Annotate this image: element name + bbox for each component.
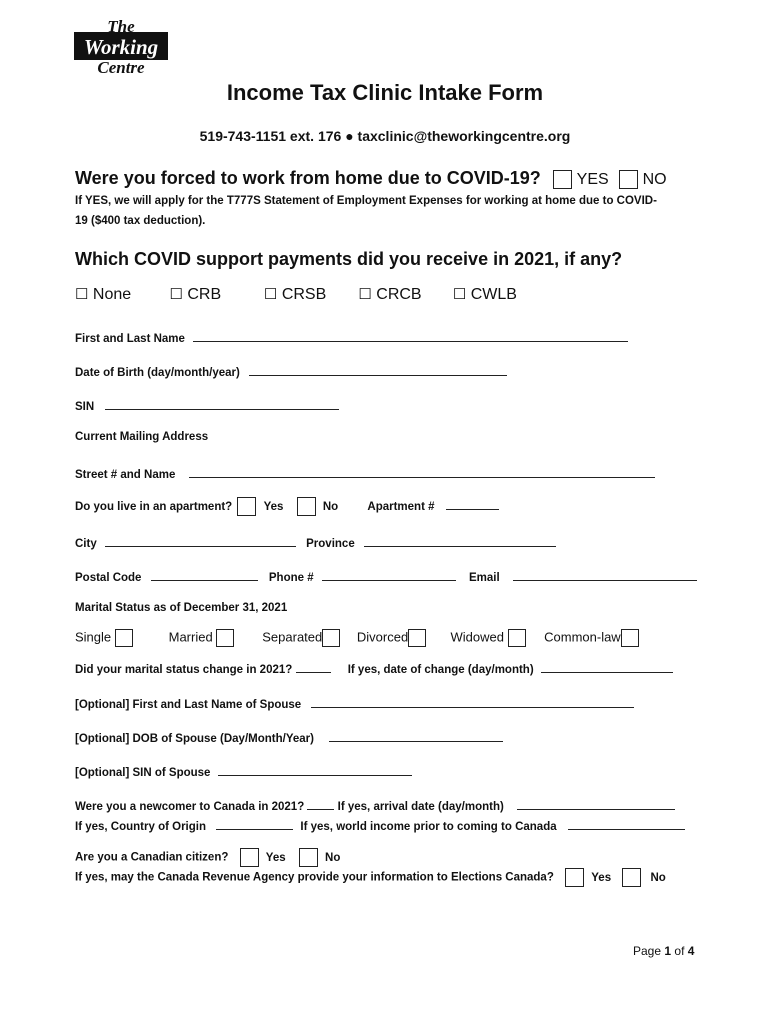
apartment-no-checkbox[interactable] bbox=[297, 497, 316, 516]
covid-support-options bbox=[75, 285, 543, 304]
elections-no-label: No bbox=[650, 871, 666, 884]
marital-change-question: Did your marital status change in 2021? bbox=[75, 664, 293, 676]
checkbox-icon: ☐ bbox=[263, 286, 278, 303]
citizen-question: Are you a Canadian citizen? bbox=[75, 851, 229, 864]
city-province-row bbox=[75, 534, 556, 550]
sin-row bbox=[75, 397, 339, 413]
marital-option-separated[interactable]: Separated bbox=[262, 629, 353, 647]
checkbox-icon: ☐ bbox=[452, 286, 467, 303]
citizen-no-checkbox[interactable] bbox=[299, 848, 318, 867]
phone-label: Phone # bbox=[268, 572, 314, 584]
citizen-yes-label: Yes bbox=[265, 851, 286, 864]
apartment-number-line[interactable] bbox=[446, 497, 499, 510]
marital-options bbox=[75, 629, 644, 647]
marital-option-married[interactable]: Married bbox=[169, 629, 259, 647]
marital-divorced-checkbox[interactable] bbox=[408, 629, 426, 647]
working-centre-logo bbox=[70, 16, 172, 74]
postal-label: Postal Code bbox=[75, 572, 142, 584]
spouse-sin-row bbox=[75, 763, 412, 779]
elections-question: If yes, may the Canada Revenue Agency provide your information to Elections Canada? bbox=[75, 871, 554, 884]
marital-common-law-checkbox[interactable] bbox=[621, 629, 639, 647]
newcomer-row bbox=[75, 797, 675, 813]
world-income-label: If yes, world income prior to coming to Canada bbox=[300, 821, 557, 833]
province-input-line[interactable] bbox=[364, 534, 556, 547]
svg-text:The: The bbox=[107, 17, 135, 36]
citizen-no-label: No bbox=[325, 851, 341, 864]
city-input-line[interactable] bbox=[105, 534, 296, 547]
street-row bbox=[75, 465, 655, 481]
newcomer-line[interactable] bbox=[307, 797, 334, 810]
spouse-sin-line[interactable] bbox=[218, 763, 412, 776]
spouse-sin-label: [Optional] SIN of Spouse bbox=[75, 767, 211, 779]
spouse-dob-row bbox=[75, 729, 503, 745]
email-label: Email bbox=[469, 572, 500, 584]
elections-no-checkbox[interactable] bbox=[622, 868, 641, 887]
postal-input-line[interactable] bbox=[151, 568, 258, 581]
citizen-row bbox=[75, 848, 340, 867]
checkbox-icon: ☐ bbox=[75, 286, 89, 303]
covid-home-no-checkbox[interactable] bbox=[619, 170, 638, 189]
country-origin-label: If yes, Country of Origin bbox=[75, 821, 206, 833]
checkbox-icon: ☐ bbox=[169, 286, 183, 303]
marital-option-single[interactable]: Single bbox=[75, 629, 165, 647]
country-origin-line[interactable] bbox=[216, 817, 293, 830]
spouse-dob-label: [Optional] DOB of Spouse (Day/Month/Year) bbox=[75, 733, 314, 745]
newcomer-question: Were you a newcomer to Canada in 2021? bbox=[75, 801, 305, 813]
svg-text:Centre: Centre bbox=[97, 58, 145, 74]
covid-home-yes-checkbox[interactable] bbox=[553, 170, 572, 189]
city-label: City bbox=[75, 538, 97, 550]
marital-option-widowed[interactable]: Widowed bbox=[451, 629, 541, 647]
elections-row bbox=[75, 868, 666, 887]
checkbox-icon: ☐ bbox=[358, 286, 372, 303]
apartment-yes-checkbox[interactable] bbox=[237, 497, 256, 516]
marital-option-common-law[interactable]: Common-law bbox=[544, 629, 644, 647]
apartment-number-label: Apartment # bbox=[367, 501, 435, 513]
dob-label: Date of Birth (day/month/year) bbox=[75, 367, 240, 379]
spouse-name-line[interactable] bbox=[311, 695, 634, 708]
marital-separated-checkbox[interactable] bbox=[322, 629, 340, 647]
province-label: Province bbox=[306, 538, 355, 550]
marital-heading: Marital Status as of December 31, 2021 bbox=[75, 602, 288, 614]
apartment-no-label: No bbox=[322, 501, 339, 513]
postal-phone-email-row bbox=[75, 568, 697, 584]
sin-input-line[interactable] bbox=[105, 397, 339, 410]
covid-home-note-2: 19 ($400 tax deduction). bbox=[75, 215, 206, 227]
spouse-name-row bbox=[75, 695, 634, 711]
support-option-crcb[interactable]: ☐ CRCB bbox=[358, 286, 422, 303]
support-option-none[interactable]: ☐ None bbox=[75, 286, 132, 303]
marital-single-checkbox[interactable] bbox=[115, 629, 133, 647]
street-label: Street # and Name bbox=[75, 469, 176, 481]
email-input-line[interactable] bbox=[513, 568, 697, 581]
svg-text:Working: Working bbox=[83, 35, 159, 59]
citizen-yes-checkbox[interactable] bbox=[240, 848, 259, 867]
page-number: Page 1 of 4 bbox=[633, 944, 695, 958]
arrival-date-label: If yes, arrival date (day/month) bbox=[337, 801, 504, 813]
covid-support-question: Which COVID support payments did you receive in 2021, if any? bbox=[75, 249, 623, 269]
form-title: Income Tax Clinic Intake Form bbox=[226, 80, 544, 105]
support-option-cwlb[interactable]: ☐ CWLB bbox=[452, 286, 517, 303]
dob-row bbox=[75, 363, 507, 379]
name-row bbox=[75, 329, 628, 345]
mailing-address-heading: Current Mailing Address bbox=[75, 431, 209, 443]
covid-home-row bbox=[75, 168, 667, 189]
apartment-question: Do you live in an apartment? bbox=[75, 501, 233, 513]
support-option-crsb[interactable]: ☐ CRSB bbox=[263, 286, 327, 303]
apartment-row bbox=[75, 497, 499, 516]
name-label: First and Last Name bbox=[75, 333, 185, 345]
arrival-date-line[interactable] bbox=[517, 797, 675, 810]
spouse-dob-line[interactable] bbox=[329, 729, 503, 742]
marital-option-divorced[interactable]: Divorced bbox=[357, 629, 447, 647]
sin-label: SIN bbox=[75, 401, 95, 413]
marital-change-line[interactable] bbox=[296, 660, 331, 673]
spouse-name-label: [Optional] First and Last Name of Spouse bbox=[75, 699, 302, 711]
phone-input-line[interactable] bbox=[322, 568, 456, 581]
marital-change-date-label: If yes, date of change (day/month) bbox=[347, 664, 534, 676]
support-option-crb[interactable]: ☐ CRB bbox=[169, 286, 222, 303]
covid-home-question: Were you forced to work from home due to COVID-19? bbox=[75, 168, 541, 188]
elections-yes-label: Yes bbox=[591, 871, 612, 884]
street-input-line[interactable] bbox=[189, 465, 655, 478]
dob-input-line[interactable] bbox=[249, 363, 507, 376]
marital-widowed-checkbox[interactable] bbox=[508, 629, 526, 647]
marital-change-row bbox=[75, 660, 673, 676]
contact-line: 519-743-1151 ext. 176 ● taxclinic@theworkingcentre.org bbox=[199, 128, 571, 144]
marital-change-date-line[interactable] bbox=[541, 660, 673, 673]
covid-home-note-1: If YES, we will apply for the T777S Statement of Employment Expenses for working at home due to COVID- bbox=[75, 195, 657, 207]
world-income-line[interactable] bbox=[568, 817, 685, 830]
country-income-row bbox=[75, 817, 685, 833]
elections-yes-checkbox[interactable] bbox=[565, 868, 584, 887]
apartment-yes-label: Yes bbox=[263, 501, 284, 513]
marital-married-checkbox[interactable] bbox=[216, 629, 234, 647]
covid-home-no-label: NO bbox=[642, 171, 667, 188]
covid-home-yes-label: YES bbox=[576, 171, 609, 188]
name-input-line[interactable] bbox=[193, 329, 628, 342]
